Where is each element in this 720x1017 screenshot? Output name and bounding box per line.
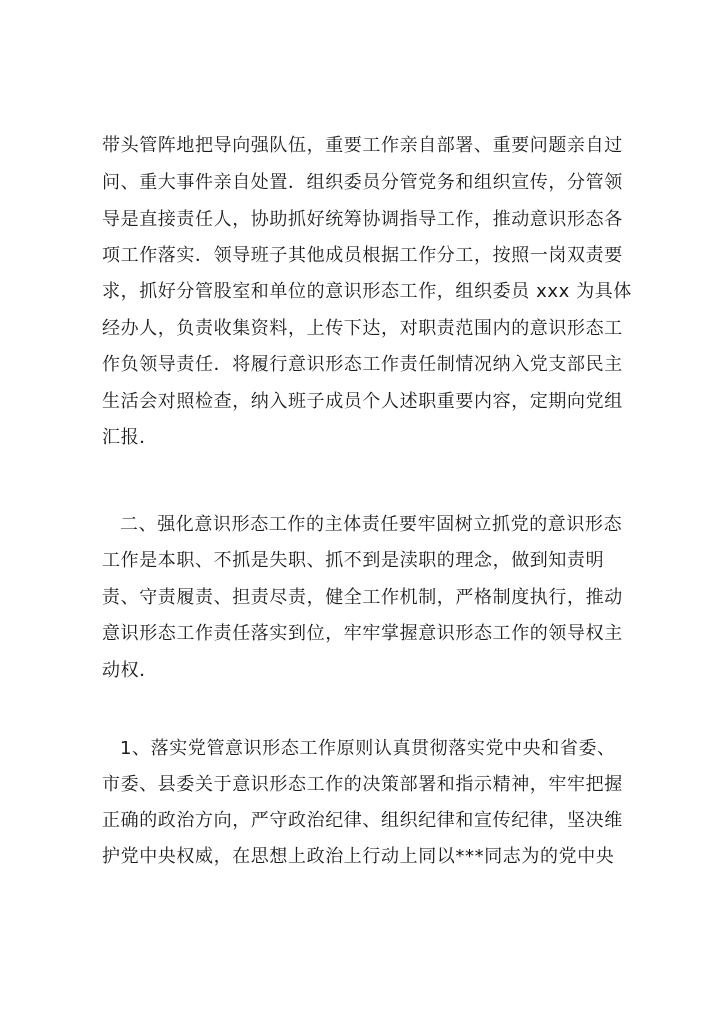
paragraph-3-line-1: 1、落实党管意识形态工作原则认真贯彻落实党中央和省委、	[120, 738, 616, 759]
paragraph-2-line-4: 意识形态工作责任落实到位，牢牢掌握意识形态工作的领导权主	[102, 623, 623, 644]
paragraph-2-line-5: 动权．	[102, 660, 158, 681]
paragraph-1-line-2: 问、重大事件亲自处置．组织委员分管党务和组织宣传，分管领	[102, 172, 623, 193]
paragraph-1-line-8: 生活会对照检查，纳入班子成员个人述职重要内容，定期向党组	[102, 391, 623, 412]
paragraph-3-line-3: 正确的政治方向，严守政治纪律、组织纪律和宣传纪律，坚决维	[102, 810, 623, 831]
paragraph-1-line-9: 汇报．	[102, 427, 158, 448]
paragraph-2-line-3: 责、守责履责、担责尽责，健全工作机制，严格制度执行，推动	[102, 587, 623, 608]
paragraph-3-line-2: 市委、县委关于意识形态工作的决策部署和指示精神，牢牢把握	[102, 774, 623, 795]
paragraph-2-line-2: 工作是本职、不抓是失职、抓不到是渎职的理念，做到知责明	[102, 550, 605, 571]
paragraph-1-line-6: 经办人，负责收集资料，上传下达，对职责范围内的意识形态工	[102, 318, 623, 339]
paragraph-2-line-1: 二、强化意识形态工作的主体责任要牢固树立抓党的意识形态	[120, 514, 623, 535]
paragraph-1-line-5: 求，抓好分管股室和单位的意识形态工作，组织委员 xxx 为具体	[102, 281, 632, 302]
paragraph-3-line-4: 护党中央权威，在思想上政治上行动上同以***同志为的党中央	[102, 846, 615, 867]
paragraph-1-line-1: 带头管阵地把导向强队伍，重要工作亲自部署、重要问题亲自过	[102, 135, 623, 156]
paragraph-1-line-3: 导是直接责任人，协助抓好统筹协调指导工作，推动意识形态各	[102, 209, 623, 230]
paragraph-1-line-4: 项工作落实．领导班子其他成员根据工作分工，按照一岗双责要	[102, 245, 623, 266]
paragraph-1-line-7: 作负领导责任．将履行意识形态工作责任制情况纳入党支部民主	[102, 354, 623, 375]
